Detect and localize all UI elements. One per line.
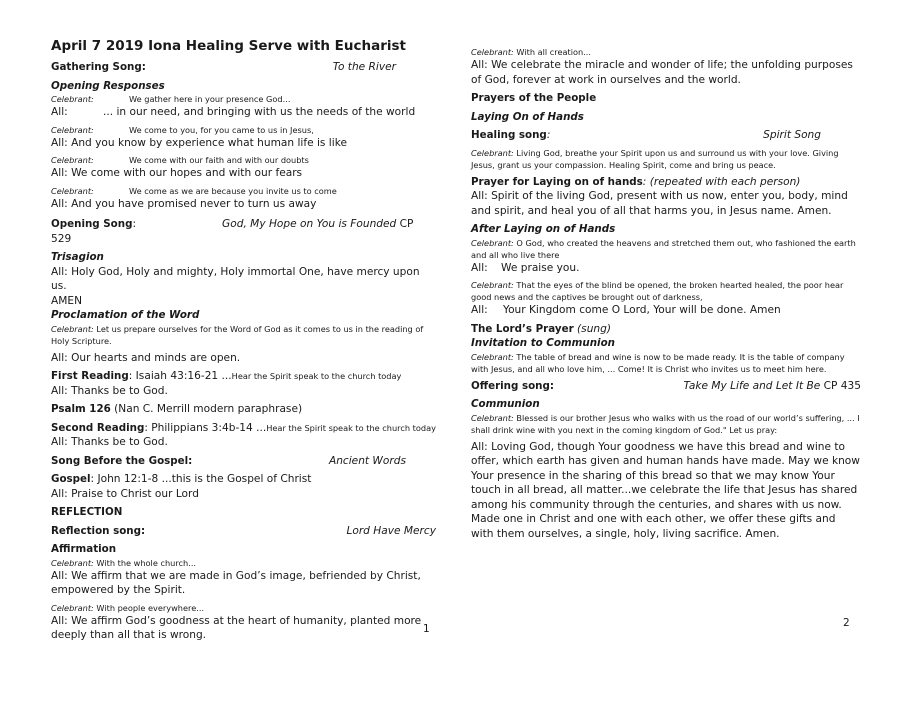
proclamation-heading: Proclamation of the Word	[51, 309, 200, 321]
communion-celebrant: Celebrant: Blessed is our brother Jesus who walks with us the road of our world’s suffering, ... I shall drink wine with you next in the coming kingdom of God." Let us pray:	[471, 412, 860, 435]
invitation-heading: Invitation to Communion	[471, 337, 615, 349]
response-2: Celebrant: We come to you, for you came to us in Jesus, All: And you know by experience what human life is like	[51, 124, 347, 149]
prayers-heading: Prayers of the People	[471, 92, 597, 104]
gospel: Gospel: John 12:1-8 ...this is the Gospel of Christ	[51, 473, 312, 485]
page-number-2: 2	[843, 617, 850, 629]
after-all-2: All: Your Kingdom come O Lord, Your will be done. Amen	[471, 304, 781, 316]
proclamation-celebrant: Celebrant: Let us prepare ourselves for the Word of God as it comes to us in the reading of Holy Scripture.	[51, 323, 424, 346]
prayer-laying: Prayer for Laying on of hands: (repeated with each person)	[471, 175, 801, 188]
creation-all: All: We celebrate the miracle and wonder of life; the unfolding purposes of God, forever at work in ourselves and the world.	[471, 59, 853, 86]
psalm: Psalm 126 (Nan C. Merrill modern paraphrase)	[51, 403, 303, 415]
after-celebrant-2: Celebrant: That the eyes of the blind be opened, the broken hearted healed, the poor hear good news and the captives be brought out of darkness,	[471, 280, 844, 302]
opening-responses-heading: Opening Responses	[51, 79, 165, 92]
trisagion-text: All: Holy God, Holy and mighty, Holy immortal One, have mercy upon us.	[51, 265, 420, 292]
offering-song: Offering song: Take My Life and Let It Be CP 435	[471, 379, 861, 392]
song-before-gospel: Song Before the Gospel: Ancient Words	[51, 454, 406, 467]
response-4: Celebrant: We come as we are because you invite us to come All: And you have promised never to turn us away	[51, 185, 337, 210]
affirmation-heading: Affirmation	[51, 543, 117, 555]
second-reading-all: All: Thanks be to God.	[51, 436, 168, 448]
invitation-celebrant: Celebrant: The table of bread and wine is now to be made ready. It is the table of company with Jesus, and all who love him, ... Come! It is Christ who invites us to meet him here.	[471, 351, 845, 374]
after-celebrant-1: Celebrant: O God, who created the heavens and stretched them out, who fashioned the earth and all who live there	[471, 237, 856, 260]
page-right	[450, 0, 900, 707]
creation-celebrant: Celebrant: With all creation...	[471, 47, 592, 57]
communion-heading: Communion	[471, 398, 540, 410]
healing-song: Healing song: Spirit Song	[471, 129, 821, 141]
response-3: Celebrant: We come with our faith and with our doubts All: We come with our hopes and with our fears	[51, 155, 309, 179]
first-reading: First Reading: Isaiah 43:16-21 ...Hear the Spirit speak to the church today	[51, 370, 402, 382]
healing-celebrant: Celebrant: Living God, breathe your Spirit upon us and surround us with your love. Giving Jesus, grant us your compassion. Healing Spirit, come and bring us peace.	[471, 147, 839, 170]
trisagion-amen: AMEN	[51, 294, 83, 307]
lords-prayer: The Lord’s Prayer (sung)	[471, 322, 611, 335]
after-laying-heading: After Laying on of Hands	[471, 223, 616, 235]
reflection-song: Reflection song: Lord Have Mercy	[51, 524, 436, 537]
opening-song: Opening Song: God, My Hope on You is Founded CP 529	[51, 218, 414, 245]
gathering-song: Gathering Song: To the River	[51, 61, 396, 73]
response-1: Celebrant: We gather here in your presence God... All: ... in our need, and bringing with us the needs of the world	[51, 94, 416, 118]
communion-all: All: Loving God, though Your goodness we have this bread and wine to offer, which earth has given and human hands have made. May we know Your presence in the sharing of this bread so that we may know Your touch in all bread, all matter...we celebrate the life that Jesus has shared among his community through the centuries, and shares with us now. Made one in Christ and one with each other, we offer these gifts and with them ourselves, a single, holy, living sacrifice. Amen.	[471, 440, 860, 540]
reflection-heading: REFLECTION	[51, 506, 123, 518]
gospel-all: All: Praise to Christ our Lord	[51, 487, 199, 500]
affirmation-all-2: All: We affirm God’s goodness at the heart of humanity, planted more deeply than all that is wrong.	[51, 614, 422, 641]
page-number-1: 1	[423, 623, 430, 635]
affirmation-all-1: All: We affirm that we are made in God’s image, befriended by Christ, empowered by the Spirit.	[51, 569, 421, 596]
affirmation-celebrant-1: Celebrant: With the whole church...	[51, 557, 197, 568]
second-reading: Second Reading: Philippians 3:4b-14 ...Hear the Spirit speak to the church today	[51, 421, 436, 434]
prayer-laying-all: All: Spirit of the living God, present with us now, enter you, body, mind and spirit, and heal you of all that harms you, in Jesus name. Amen.	[471, 190, 848, 217]
proclamation-all: All: Our hearts and minds are open.	[51, 351, 241, 364]
trisagion-heading: Trisagion	[51, 251, 104, 263]
affirmation-celebrant-2: Celebrant: With people everywhere...	[51, 602, 205, 613]
page-title: April 7 2019 Iona Healing Serve with Eucharist	[51, 38, 406, 54]
laying-heading: Laying On of Hands	[471, 110, 584, 123]
first-reading-all: All: Thanks be to God.	[51, 384, 168, 397]
after-all-1: All: We praise you.	[471, 261, 580, 274]
